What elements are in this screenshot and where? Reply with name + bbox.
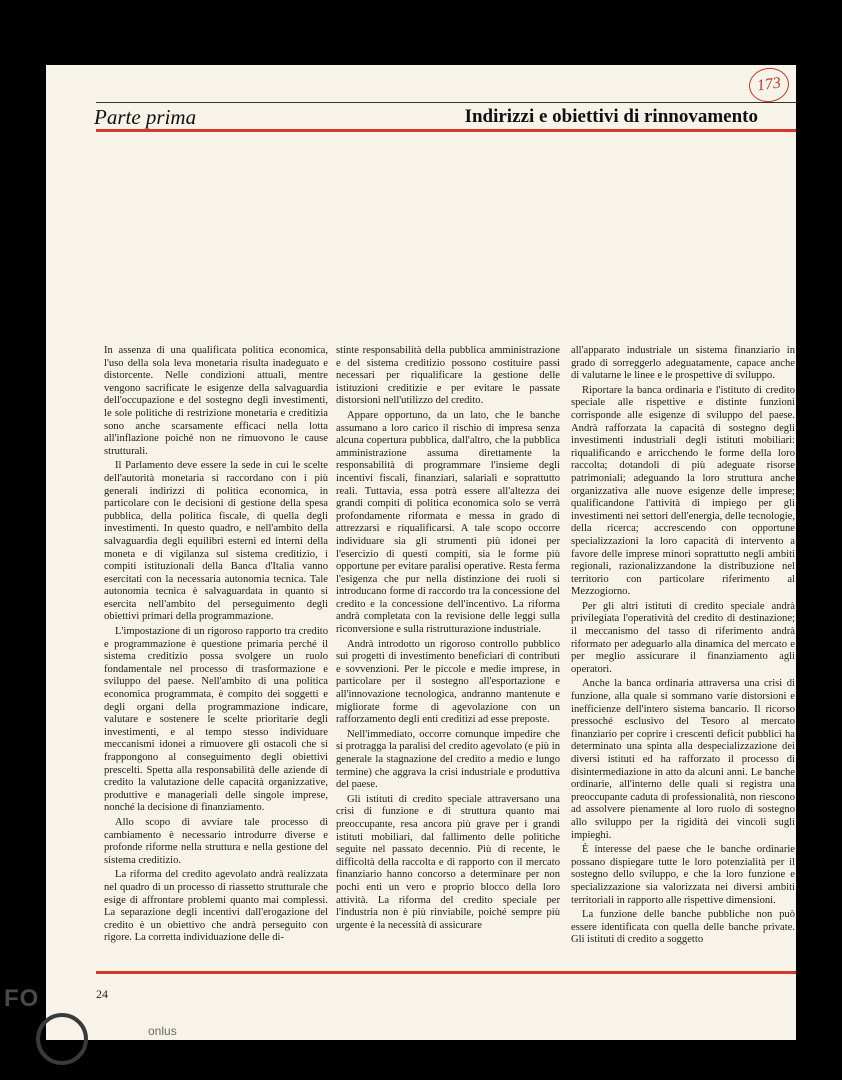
header-red-rule <box>96 129 796 132</box>
paragraph: La funzione delle banche pubbliche non può essere identificata con quella delle banche private. Gli istituti di credito a soggetto <box>571 909 795 946</box>
watermark-circle-icon <box>36 1013 88 1065</box>
paragraph: Il Parlamento deve essere la sede in cui le scelte dell'autorità monetaria si raccordano con i più generali indirizzi di politica economica, in particolare con le decisioni di gestione della spesa pubblica, della politica fiscale, di quella degli investimenti. In questo quadro, e nell'ambito della salvaguardia degli equilibri esterni ed interni della moneta e di vigilanza sul sistema creditizio, i compiti istituzionali della Banca d'Italia vanno esercitati con la necessaria autonomia tecnica. Tale autonomia tecnica è salvaguardata in quanto si esercita nell'ambito del perseguimento degli obiettivi primari della programmazione. <box>104 460 328 623</box>
paragraph: all'apparato industriale un sistema finanziario in grado di sorreggerlo adeguatamente, capace anche di valutarne le linee e le prospettive di sviluppo. <box>571 345 795 382</box>
paragraph: Appare opportuno, da un lato, che le banche assumano a loro carico il rischio di impresa senza alcuna copertura pubblica, dall'altro, che la pubblica amministrazione assuma direttamente la responsabilità di programmare l'insieme degli incentivi fiscali, finanziari, salariali e soprattutto reali. Tuttavia, essa potrà essere all'altezza dei grandi compiti di politica economica solo se verrà profondamente riformata e messa in grado di attrezzarsi e riqualificarsi. A tale scopo occorre individuare sia gli strumenti più idonei per l'esercizio di questi compiti, sia le forme più opportune per evitare paralisi operative. Resta ferma l'esigenza che pur nella distinzione dei ruoli si introducano forme di raccordo tra la concessione del credito e la concessione dell'incentivo. La riforma andrà completata con la revisione delle leggi sulla riconversione e sulla ristrutturazione industriale. <box>336 409 560 636</box>
paragraph: È interesse del paese che le banche ordinarie possano dispiegare tutte le loro potenzialità per il sostegno dello sviluppo, e che la loro funzione e specializzazione sia valorizzata nei diversi ambiti territoriali in rapporto alle rispettive dimensioni. <box>571 844 795 906</box>
paragraph: Per gli altri istituti di credito speciale andrà privilegiata l'operatività del credito di destinazione; il meccanismo del tasso di riferimento andrà riformato per adeguarlo alla dinamica del mercato e per meglio assicurare il finanziamento agli operatori. <box>571 600 795 675</box>
paragraph: La riforma del credito agevolato andrà realizzata nel quadro di un processo di riassetto strutturale che esige di affrontare problemi quanto mai complessi. La separazione degli incentivi dall'erogazione del credito è un obiettivo che andrà perseguito con rigore. La corretta individuazione delle di- <box>104 869 328 944</box>
watermark-subtitle: onlus <box>148 1024 177 1038</box>
paragraph: In assenza di una qualificata politica economica, l'uso della sola leva monetaria risulta inadeguato e distorcente. Nelle condizioni attuali, mentre vengono sacrificate le esigenze della salvaguardia dell'occupazione e del sostegno degli investimenti, le sole politiche di restrizione monetaria e creditizia sono anche scarsamente efficaci nella lotta all'inflazione poiché non ne rimuovono le cause strutturali. <box>104 345 328 457</box>
paragraph: stinte responsabilità della pubblica amministrazione e del sistema creditizio possono costituire passi necessari per riqualificare la gestione delle istituzioni creditizie e per evitare le passate distorsioni nell'utilizzo del credito. <box>336 345 560 407</box>
page-number: 24 <box>96 987 108 1001</box>
watermark-logo: FO <box>4 985 40 1012</box>
paragraph: Gli istituti di credito speciale attraversano una crisi di funzione e di struttura quanto mai preoccupante, resa ancora più grave per i grandi istituti mobiliari, dal fallimento delle politiche seguite nel passato decennio. Più di recente, le difficoltà della raccolta e di rapporto con il mercato finanziario hanno concorso a determinare per non pochi enti un vero e proprio blocco della loro attività. La riforma del credito speciale per l'industria non è più rinviabile, poiché sempre più urgente è la necessità di assicurare <box>336 793 560 931</box>
text-column-2 <box>336 345 560 934</box>
paragraph: Riportare la banca ordinaria e l'istituto di credito speciale alle rispettive e distinte funzioni corrisponde alle esigenze di sviluppo del paese. Andrà rafforzata la capacità di sostegno degli investimenti industriali degli istituti mobiliari: riqualificando e arricchendo le forme della loro raccolta; dotandoli di più adeguate risorse patrimoniali; adeguando la loro struttura anche organizzativa alle nuove esigenze delle imprese; qualificandone l'attività di impiego per gli investimenti nei settori dell'energia, delle tecnologie, della ricerca; accrescendo con opportune specializzazioni la loro capacità di intervento a favore delle imprese minori soprattutto negli ambiti regionali, razionalizzandone la distribuzione nel territorio con particolare riferimento al Mezzogiorno. <box>571 384 795 598</box>
page-title: Indirizzi e obiettivi di rinnovamento <box>464 106 758 127</box>
text-column-3 <box>571 345 795 949</box>
paragraph: Nell'immediato, occorre comunque impedire che si protragga la paralisi del credito agevolato (e più in generale la stagnazione del credito a medio e lungo termine) che aggrava la crisi industriale e produttiva del paese. <box>336 728 560 791</box>
header-rule <box>96 102 796 103</box>
document-page <box>46 65 796 1040</box>
text-column-1 <box>104 345 328 947</box>
section-label: Parte prima <box>94 105 197 129</box>
paragraph: Anche la banca ordinaria attraversa una crisi di funzione, alla quale si sommano varie distorsioni e inefficienze dell'intero sistema bancario. Il ricorso pressoché esclusivo del Tesoro al mercato finanziario per coprire i crescenti deficit pubblici ha determinato una spinta alla despecializzazione dei diversi istituti ed ha rafforzato il processo di disintermediazione in atto da alcuni anni. Le banche ordinarie, all'interno delle quali si registra una preoccupante caduta di professionalità, non riescono ad assolvere pienamente al loro ruolo di sostegno allo sviluppo per la rigidità dei vincoli sugli impieghi. <box>571 678 795 841</box>
handwritten-page-number: 173 <box>747 65 791 104</box>
footer-red-rule <box>96 971 796 974</box>
paragraph: Allo scopo di avviare tale processo di cambiamento è necessario introdurre diverse e profonde riforme nella struttura e nella gestione del sistema creditizio. <box>104 816 328 866</box>
paragraph: Andrà introdotto un rigoroso controllo pubblico sui progetti di investimento beneficiari di contributi e sovvenzioni. Per le piccole e medie imprese, in particolare per il sostegno all'esportazione e all'innovazione tecnologica, andranno mantenute e migliorate forme di agevolazione con un rafforzamento degli enti creditizi ad esse preposte. <box>336 638 560 726</box>
paragraph: L'impostazione di un rigoroso rapporto tra credito e programmazione è questione primaria perché il sistema creditizio possa svolgere un ruolo fondamentale nel processo di trasformazione e sviluppo del paese. Nell'ambito di una politica economica programmata, è compito dei soggetti e degli organi della programmazione indicare, valutare e sostenere le scelte prioritarie degli investimenti, e al tempo stesso individuare meccanismi idonei a rimuovere gli ostacoli che si frappongono al conseguimento degli obiettivi prescelti. Spetta alla responsabilità delle aziende di credito la valutazione delle capacità organizzative, produttive e manageriali delle singole imprese, nonché la decisione di finanziamento. <box>104 626 328 814</box>
